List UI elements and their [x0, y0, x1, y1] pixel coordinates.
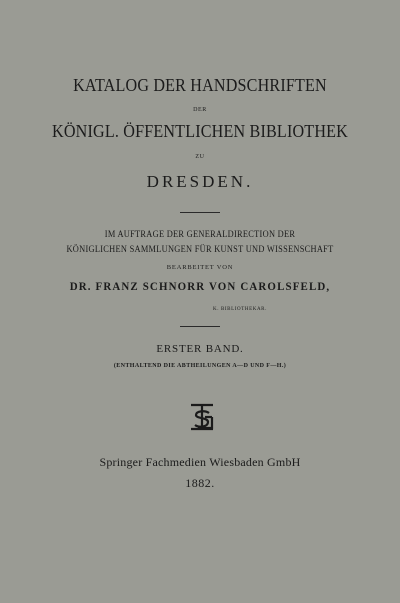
editor-role: K. BIBLIOTHEKAR.: [213, 307, 267, 312]
editor-name: DR. FRANZ SCHNORR VON CAROLSFELD,: [69, 281, 331, 293]
publisher-name: Springer Fachmedien Wiesbaden GmbH: [99, 455, 301, 469]
springer-sg-monogram-logo: [188, 402, 216, 432]
divider-rule: [180, 326, 220, 327]
title-line-2: KÖNIGL. ÖFFENTLICHEN BIBLIOTHEK: [52, 121, 348, 141]
title-line-1: KATALOG DER HANDSCHRIFTEN: [73, 75, 327, 95]
divider-rule: [180, 212, 220, 213]
edited-by-label: BEARBEITET VON: [166, 264, 234, 271]
title-connector-zu: ZU: [195, 154, 205, 160]
title-connector-der: DER: [193, 107, 207, 113]
publication-year: 1882.: [185, 476, 215, 490]
volume-label: ERSTER BAND.: [156, 343, 244, 355]
title-city: DRESDEN.: [146, 172, 254, 191]
commission-line-1: IM AUFTRAGE DER GENERALDIRECTION DER: [104, 229, 296, 239]
commission-line-2: KÖNIGLICHEN SAMMLUNGEN FÜR KUNST UND WISSENSCHAFT: [66, 244, 334, 254]
volume-contents: (ENTHALTEND DIE ABTHEILUNGEN A—D UND F—H.): [113, 363, 287, 369]
